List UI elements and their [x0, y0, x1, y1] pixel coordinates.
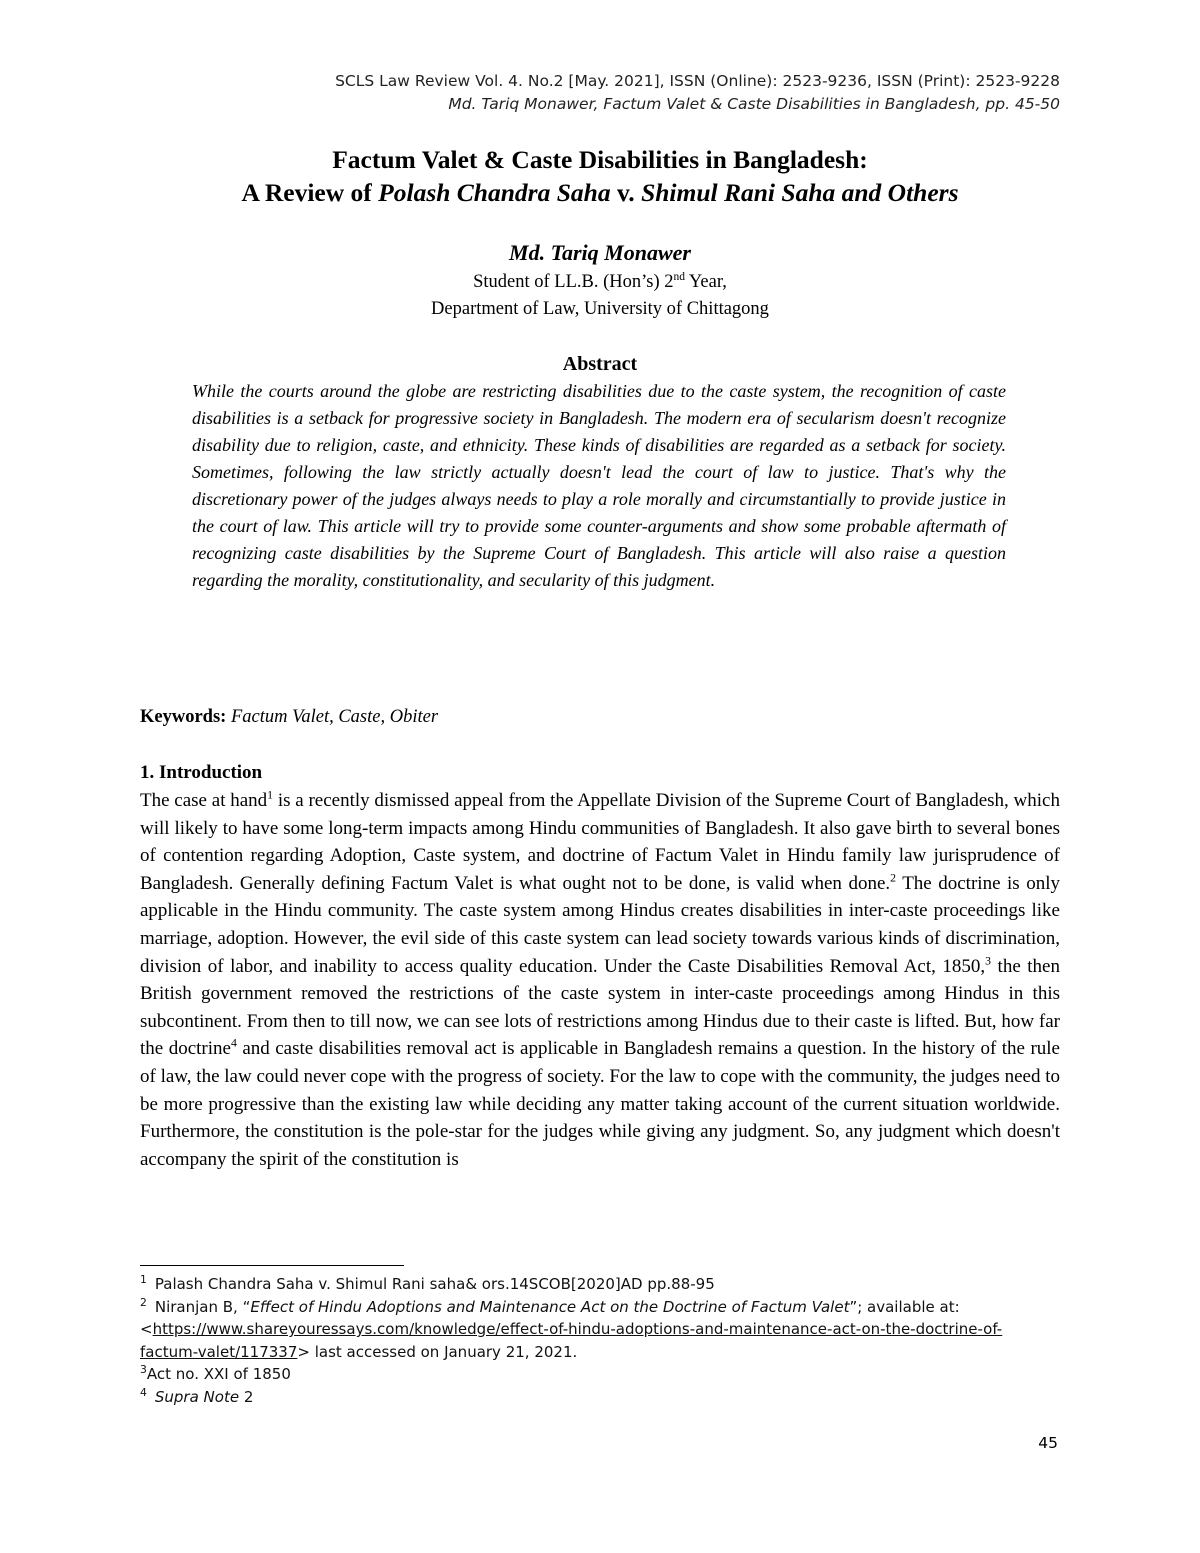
journal-citation-line: SCLS Law Review Vol. 4. No.2 [May. 2021], ISSN (Online): 2523-9236, ISSN (Print): 2523-9228 [335, 72, 1060, 90]
footnote-4-supra: Supra Note [154, 1387, 240, 1406]
affiliation-ordinal: nd [673, 270, 685, 283]
footnote-2-title: Effect of Hindu Adoptions and Maintenance Act on the Doctrine of Factum Valet [250, 1297, 850, 1316]
keywords-values: Factum Valet, Caste, Obiter [226, 707, 439, 727]
title-party-2: Shimul Rani Saha and Others [641, 178, 959, 207]
author-name: Md. Tariq Monawer [509, 240, 691, 265]
footnote-2 [140, 1296, 1060, 1364]
author-department: Department of Law, University of Chittagong [431, 299, 769, 319]
footnote-ref-4[interactable]: 4 [230, 1037, 237, 1051]
keywords [140, 704, 1060, 731]
intro-text-3: The doctrine is only applicable in the Hindu community. The caste system among Hindus creates disabilities in inter-caste proceedings like marriage, adoption. However, the evil side of this caste system can lead society towards various kinds of discrimination, division of labor, and inability to access quality education. Under the Caste Disabilities Removal Act, 1850, [140, 872, 1060, 977]
footnote-3 [140, 1363, 1060, 1386]
title-line-2 [140, 176, 1060, 209]
footnote-2-available: ”; available at: < [140, 1297, 960, 1338]
article-title [140, 143, 1060, 209]
intro-text-1: The case at hand [140, 790, 268, 811]
footnote-4-rest: 2 [239, 1387, 254, 1406]
section-heading-introduction: 1. Introduction [140, 762, 263, 783]
intro-text-2: is a recently dismissed appeal from the Appellate Division of the Supreme Court of Bangladesh, which will likely to have some long-term impacts among Hindu communities of Bangladesh. It also gave birth to several bones of contention regarding Adoption, Caste system, and doctrine of Factum Valet in Hindu family law jurisprudence of Bangladesh. Generally defining Factum Valet is what ought not to be done, is valid when done. [140, 790, 1060, 894]
running-header [335, 70, 1060, 116]
footnote-separator [140, 1265, 404, 1266]
footnote-2-link[interactable]: https://www.shareyouressays.com/knowledge/effect-of-hindu-adoptions-and-maintenance-act-on-the-doctrine-of-factum-valet/117337 [140, 1320, 1003, 1361]
keywords-label: Keywords: [140, 707, 227, 727]
author-affiliation [140, 269, 1060, 296]
footnote-2-number: 2 [140, 1295, 147, 1309]
footnote-2-suffix: > last accessed on January 21, 2021. [297, 1342, 578, 1361]
abstract-heading: Abstract [562, 353, 638, 375]
footnote-1-number: 1 [140, 1273, 147, 1286]
author-block [140, 238, 1060, 323]
footnote-ref-1[interactable]: 1 [267, 788, 274, 802]
intro-text-5: and caste disabilities removal act is applicable in Bangladesh remains a question. In the history of the rule of law, the law could never cope with the progress of society. For the law to cope with the community, the judges need to be more progressive than the existing law while deciding any matter taking account of the current situation worldwide. Furthermore, the constitution is the pole-star for the judges while giving any judgment. So, any judgment which doesn't accompany the spirit of the constitution is [140, 1038, 1060, 1170]
footnote-1 [140, 1273, 1060, 1296]
footnote-3-text: Act no. XXI of 1850 [146, 1365, 291, 1383]
title-party-1: Polash Chandra Saha [378, 178, 611, 207]
article-citation-line: Md. Tariq Monawer, Factum Valet & Caste Disabilities in Bangladesh, pp. 45-50 [448, 95, 1060, 113]
introduction-paragraph [140, 787, 1060, 1173]
footnote-4-number: 4 [140, 1385, 147, 1399]
affiliation-suffix: Year, [684, 272, 727, 292]
footnote-4 [140, 1386, 1060, 1409]
footnote-3-number: 3 [140, 1363, 147, 1376]
abstract-text: While the courts around the globe are restricting disabilities due to the caste system, the recognition of caste disabilities is a setback for progressive society in Bangladesh. The modern era of secularism doesn't recognize disability due to religion, caste, and ethnicity. These kinds of disabilities are regarded as a setback for society. Sometimes, following the law strictly actually doesn't lead the court of law to justice. That's why the discretionary power of the judges always needs to play a role morally and circumstantially to provide justice in the court of law. This article will try to provide some counter-arguments and show some probable aftermath of recognizing caste disabilities by the Supreme Court of Bangladesh. This article will also raise a question regarding the morality, constitutionality, and secularity of this judgment. [192, 381, 1006, 590]
title-versus: v. [610, 178, 642, 207]
footnotes [140, 1273, 1060, 1408]
title-line-1: Factum Valet & Caste Disabilities in Bangladesh: [332, 145, 868, 174]
intro-text-4: the then British government removed the restrictions of the caste system in inter-caste proceedings among Hindus in this subcontinent. From then to till now, we can see lots of restrictions among Hindus due to their caste is lifted. But, how far the doctrine [140, 955, 1060, 1060]
footnote-2-prefix: Niranjan B, “ [154, 1297, 251, 1316]
footnote-1-text: Palash Chandra Saha v. Shimul Rani saha& ors.14SCOB[2020]AD pp.88-95 [154, 1275, 715, 1293]
affiliation-prefix: Student of LL.B. (Hon’s) 2 [473, 272, 674, 292]
footnote-ref-2[interactable]: 2 [890, 871, 897, 885]
title-prefix: A Review of [241, 178, 379, 207]
page-number: 45 [1038, 1434, 1058, 1452]
footnote-ref-3[interactable]: 3 [985, 954, 992, 968]
